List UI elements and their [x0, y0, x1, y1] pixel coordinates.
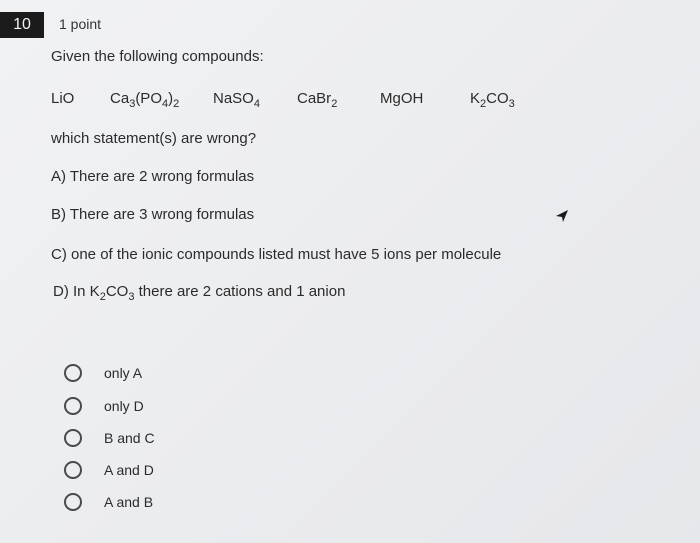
statement-c: C) one of the ionic compounds listed must have 5 ions per molecule — [51, 246, 502, 263]
compound-subscript: 2 — [480, 98, 487, 110]
radio-circle-icon[interactable] — [64, 429, 82, 447]
question-points: 1 point — [59, 16, 102, 32]
compound-text: ) — [168, 90, 174, 107]
arrow-pointer-icon — [555, 208, 569, 224]
compound-text: NaSO — [213, 90, 254, 107]
compound-subscript: 4 — [161, 98, 169, 110]
radio-circle-icon[interactable] — [64, 364, 82, 382]
compound-subscript: 3 — [508, 98, 515, 110]
compound-formula — [470, 90, 515, 110]
compound-text: MgOH — [380, 90, 424, 107]
compound-formula — [51, 90, 74, 107]
option-label: A and D — [104, 462, 154, 478]
compound-subscript: 3 — [129, 98, 136, 110]
compound-formula — [297, 90, 337, 110]
compound-text: CaBr — [297, 90, 332, 107]
compound-formula — [110, 90, 179, 110]
question-prompt: Given the following compounds: — [51, 48, 264, 65]
compound-text: (PO — [135, 90, 162, 107]
statement-d-sub1: 2 — [99, 291, 106, 303]
compound-text: LiO — [51, 90, 75, 107]
compound-subscript: 2 — [173, 98, 180, 110]
compound-text: Ca — [110, 90, 130, 107]
option-label: only D — [104, 398, 144, 414]
statement-a: A) There are 2 wrong formulas — [51, 168, 255, 185]
compound-subscript: 2 — [331, 98, 338, 110]
statement-d-sub2: 3 — [128, 291, 135, 303]
statement-d-prefix: D) In K — [53, 283, 100, 300]
radio-circle-icon[interactable] — [64, 397, 82, 415]
statement-b: B) There are 3 wrong formulas — [51, 206, 255, 223]
option-label: only A — [104, 365, 143, 381]
compound-formula — [380, 90, 423, 107]
option-label: B and C — [104, 430, 155, 446]
compound-subscript: 4 — [253, 98, 260, 110]
statement-d — [53, 283, 345, 303]
question-number: 10 — [0, 12, 44, 38]
radio-circle-icon[interactable] — [64, 461, 82, 479]
statement-d-mid: CO — [105, 283, 129, 300]
compound-text: K — [470, 90, 481, 107]
statement-prompt: which statement(s) are wrong? — [51, 130, 257, 147]
compound-text: CO — [486, 90, 509, 107]
compound-formula — [213, 90, 260, 110]
radio-circle-icon[interactable] — [64, 493, 82, 511]
option-label: A and B — [104, 494, 154, 510]
statement-d-suffix: there are 2 cations and 1 anion — [134, 283, 346, 300]
